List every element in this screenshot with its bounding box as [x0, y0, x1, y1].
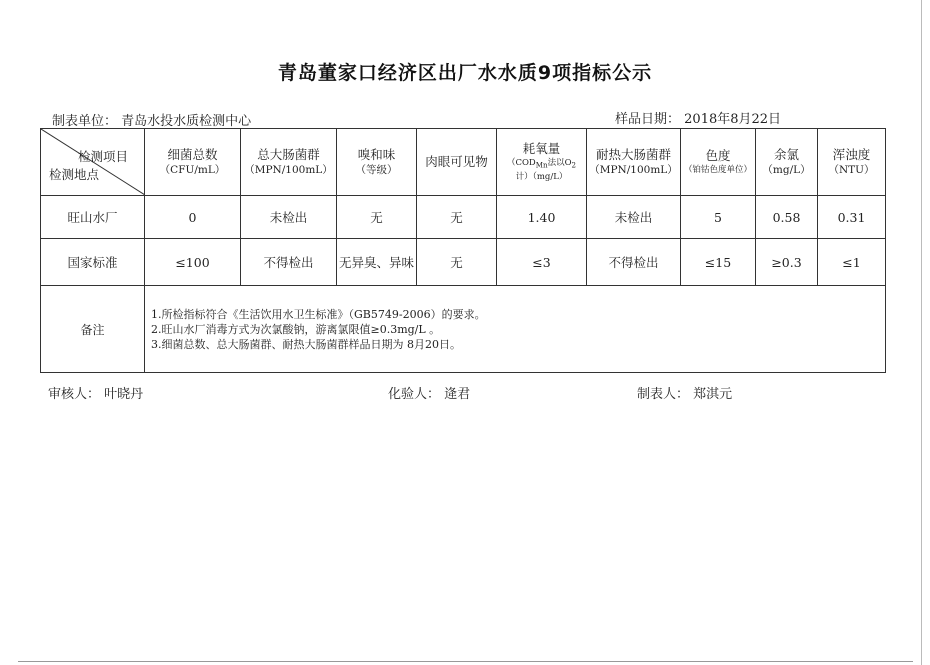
table-cell: 不得检出: [241, 239, 337, 286]
sample-date: [615, 108, 781, 127]
table-cell: 无: [417, 239, 497, 286]
tester-name: 逄君: [444, 387, 471, 402]
table-cell: ≤15: [681, 239, 756, 286]
table-cell: ≤100: [145, 239, 241, 286]
col-header-bacteria: 细菌总数 （CFU/mL）: [145, 129, 241, 196]
page-title: 青岛董家口经济区出厂水水质9项指标公示: [277, 62, 653, 84]
col-header-chlorine: 余氯 （mg/L）: [756, 129, 818, 196]
table-cell: 不得检出: [587, 239, 681, 286]
table-cell: 未检出: [587, 196, 681, 239]
header-row: [41, 129, 886, 196]
tester: [388, 383, 470, 402]
date-label: 样品日期：: [615, 112, 681, 127]
org-info: [52, 110, 251, 129]
row-label: 旺山水厂: [41, 196, 145, 239]
col-header-cod: 耗氧量 （$COD_{Mn}$法以$O_2$ 计）（mg/L）: [497, 129, 587, 196]
date-value: 2018年8月22日: [684, 112, 782, 127]
col-header-thermo-coliform: 耐热大肠菌群 （MPN/100mL）: [587, 129, 681, 196]
notes-label: 备注: [41, 286, 145, 373]
table-cell: 无异臭、异味: [337, 239, 417, 286]
col-header-visible: 肉眼可见物: [417, 129, 497, 196]
note-line: 2.旺山水厂消毒方式为次氯酸钠，游离氯限值≥0.3mg/L 。: [151, 322, 441, 336]
org-label: 制表单位：: [52, 114, 118, 129]
table-cell: ≥0.3: [756, 239, 818, 286]
maker-label: 制表人：: [637, 387, 690, 402]
water-quality-table: [40, 128, 886, 373]
table-cell: 1.40: [497, 196, 587, 239]
table-cell: 5: [681, 196, 756, 239]
table-row: [41, 196, 886, 239]
table-cell: 无: [337, 196, 417, 239]
col-header-odor: 嗅和味 （等级）: [337, 129, 417, 196]
diag-bottom-label: 检测地点: [49, 167, 100, 182]
scan-edge-right: [921, 0, 922, 665]
notes-content: [145, 286, 886, 373]
col-header-color: 色度 （铂钴色度单位）: [681, 129, 756, 196]
table-cell: 0.58: [756, 196, 818, 239]
table-cell: 无: [417, 196, 497, 239]
col-header-turbidity: 浑浊度 （NTU）: [818, 129, 886, 196]
row-label: 国家标准: [41, 239, 145, 286]
maker: [637, 383, 732, 402]
col-header-coliform: 总大肠菌群 （MPN/100mL）: [241, 129, 337, 196]
table-cell: 0.31: [818, 196, 886, 239]
note-line: 3.细菌总数、总大肠菌群、耐热大肠菌群样品日期为 8月20日。: [151, 337, 461, 351]
diagonal-header-cell: [41, 129, 145, 196]
reviewer-name: 叶晓丹: [104, 387, 144, 402]
table-cell: 未检出: [241, 196, 337, 239]
table-cell: ≤1: [818, 239, 886, 286]
table-cell: 0: [145, 196, 241, 239]
tester-label: 化验人：: [388, 387, 441, 402]
org-value: 青岛水投水质检测中心: [121, 114, 252, 129]
maker-name: 郑淇元: [693, 387, 733, 402]
notes-row: [41, 286, 886, 373]
reviewer: [48, 383, 143, 402]
table-row: [41, 239, 886, 286]
reviewer-label: 审核人：: [48, 387, 101, 402]
table-cell: ≤3: [497, 239, 587, 286]
scan-edge-bottom: [18, 661, 913, 662]
note-line: 1.所检指标符合《生活饮用水卫生标准》（GB5749-2006）的要求。: [151, 307, 486, 321]
diag-top-label: 检测项目: [77, 149, 128, 164]
